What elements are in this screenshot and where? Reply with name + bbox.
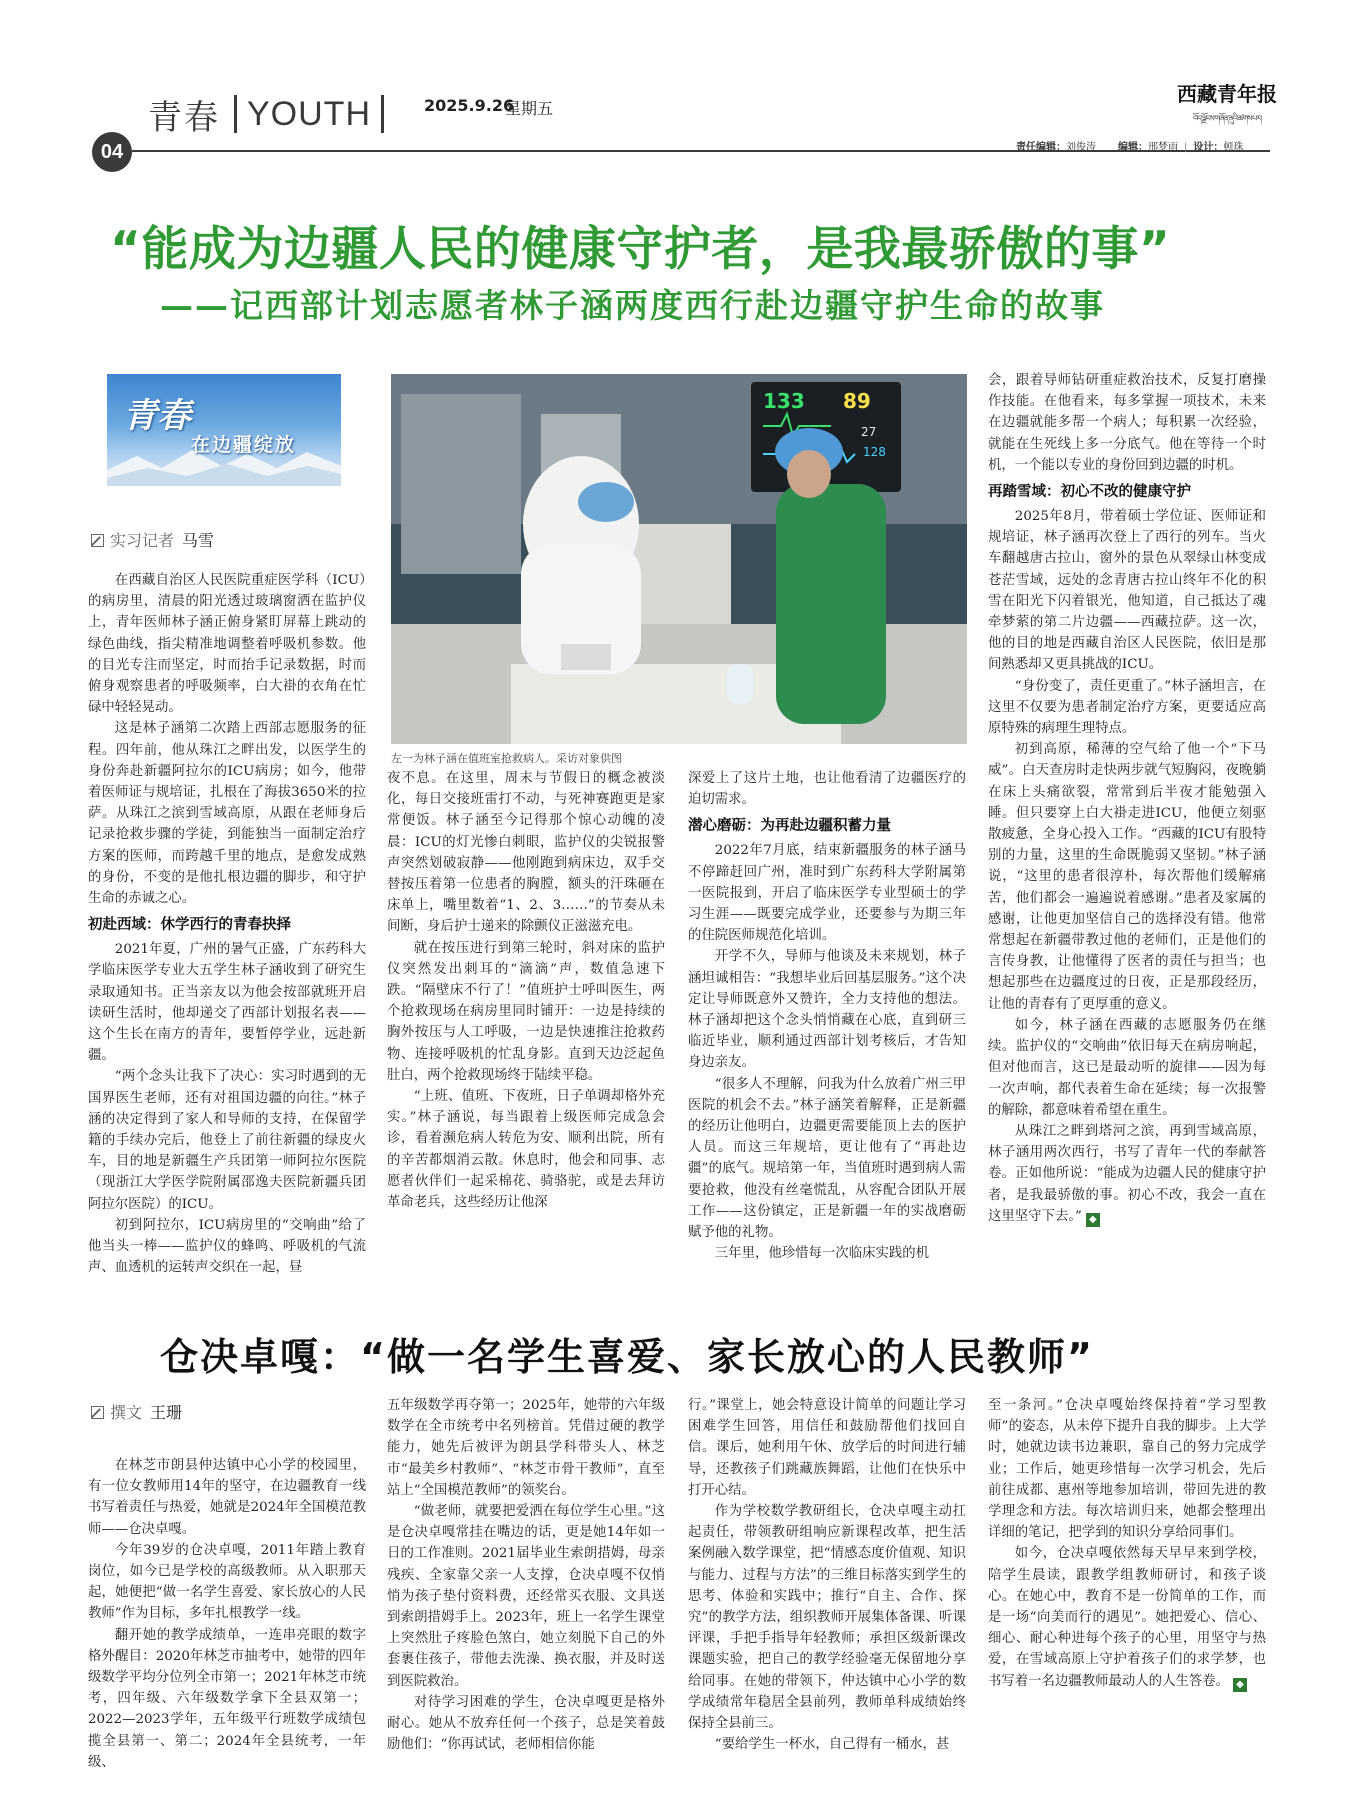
- monitor-reading-4: 128: [863, 445, 886, 459]
- paragraph: 2025年8月，带着硕士学位证、医师证和规培证，林子涵再次登上了西行的列车。当火车翻越唐古拉山，窗外的景色从翠绿山林变成苍茫雪域，远处的念青唐古拉山终年不化的积雪在阳光下闪着银光，他知道，自己抵达了魂牵梦萦的第二片边疆——西藏拉萨。这一次，他的目的地是西藏自治区人民医院，依旧是那间熟悉却又更具挑战的ICU。: [988, 509, 1266, 673]
- subheading: 初赴西域：休学西行的青春抉择: [88, 917, 291, 934]
- paragraph: “要给学生一杯水，自己得有一桶水，甚: [714, 1737, 950, 1753]
- byline-label: 撰文: [110, 1403, 143, 1422]
- column-logo-line2: 在边疆绽放: [191, 434, 297, 456]
- section-divider-end: [381, 95, 384, 133]
- paragraph: 翻开她的教学成绩单，一连串亮眼的数字格外醒目：2020年林芝市抽考中，她带的四年级数学平均分位列全市第一；2021年林芝市统考，四年级、六年级数学拿下全县双第一；2022—2023学年，五年级平行班数学成绩包揽全县第一、第二；2024年全县统考，一年级、: [88, 1627, 366, 1770]
- paragraph: 对待学习困难的学生，仓决卓嘎更是格外耐心。她从不放弃任何一个孩子，总是笑着鼓励他们：“你再试试，老师相信你能: [387, 1694, 665, 1753]
- paragraph: 深爱上了这片土地，也让他看清了边疆医疗的迫切需求。: [688, 771, 966, 808]
- paragraph: “做老师，就要把爱洒在每位学生心里。”这是仓决卓嘎常挂在嘴边的话，更是她14年如一日的工作准则。2021届毕业生索朗措姆，母亲残疾、全家靠父亲一人支撑，仓决卓嘎不仅悄悄为孩子垫付资料费，还经常买衣服、文具送到索朗措姆手上。2023年，班上一名学生课堂上突然肚子疼脸色煞白，她立刻脱下自己的外套裹住孩子，带他去洗澡、换衣服，并及时送到医院救治。: [387, 1504, 665, 1689]
- column-logo: [107, 374, 341, 486]
- article1-subtitle: ——记西部计划志愿者林子涵两度西行赴边疆守护生命的故事: [160, 286, 1105, 325]
- subheading: 潜心磨砺：为再赴边疆积蓄力量: [688, 818, 891, 835]
- section-divider: [234, 95, 237, 133]
- paragraph: 2021年夏，广州的暑气正盛，广东药科大学临床医学专业大五学生林子涵收到了研究生录取通知书。正当亲友以为他会按部就班开启读研生活时，他却递交了西部计划报名表——这个生长在南方的青年，要暂停学业，远赴新疆。: [88, 942, 366, 1064]
- credit-editor: 刘俊涛: [1066, 142, 1096, 153]
- monitor-reading-2: 89: [843, 389, 871, 413]
- paragraph: 从珠江之畔到塔河之滨，再到雪域高原，林子涵用两次西行，书写了青年一代的奉献答卷。正如他所说：“能成为边疆人民的健康守护者，是我最骄傲的事。初心不改，我会一直在这里坚守下去。” ◆: [988, 1123, 1266, 1225]
- article2-byline: [91, 1400, 182, 1423]
- article1-column-2: [387, 768, 665, 1213]
- section-header: [148, 92, 384, 136]
- credit-editor-label: 责任编辑：: [1016, 142, 1066, 153]
- issue-date: 2025.9.26: [424, 96, 515, 115]
- article2-column-4: [988, 1395, 1266, 1692]
- article2-column-3: [688, 1395, 966, 1755]
- article1-title: “能成为边疆人民的健康守护者，是我最骄傲的事”: [110, 222, 1171, 277]
- paragraph: 会，跟着导师钻研重症救治技术，反复打磨操作技能。在他看来，每多掌握一项技术，未来在边疆就能多帮一个病人；每积累一次经验，就能在生死线上多一分底气。他在等待一个时机，一个能以专业的身份回到边疆的时机。: [988, 373, 1266, 473]
- article1-column-1: [88, 570, 366, 1279]
- byline-label: 实习记者: [110, 531, 175, 550]
- page-number: 04: [92, 132, 132, 172]
- paragraph: 三年里，他珍惜每一次临床实践的机: [714, 1246, 930, 1262]
- paragraph: 在林芝市朗县仲达镇中心小学的校园里，有一位女教师用14年的坚守，在边疆教育一线书写着责任与热爱，她就是2024年全国模范教师——仓决卓嘎。: [88, 1458, 366, 1537]
- editor-credits: 责任编辑：刘俊涛 编辑：邢梦雨 | 设计：顿珠: [1016, 142, 1244, 153]
- article2-column-1: [88, 1455, 366, 1773]
- paragraph: “很多人不理解，问我为什么放着广州三甲医院的机会不去。”林子涵笑着解释，正是新疆的经历让他明白，边疆更需要能顶上去的医护人员。而这三年规培，更让他有了“再赴边疆”的底气。规培第一年，当值班时遇到病人需要抢救，他没有丝毫慌乱，从容配合团队开展工作——这份镇定，正是新疆一年的实战磨砺赋予他的礼物。: [688, 1076, 966, 1241]
- paragraph: 在西藏自治区人民医院重症医学科（ICU）的病房里，清晨的阳光透过玻璃窗洒在监护仪上，青年医师林子涵正俯身紧盯屏幕上跳动的绿色曲线，指尖精准地调整着呼吸机参数。他的目光专注而坚定，时而抬手记录数据，时而俯身观察患者的呼吸频率，白大褂的衣角在忙碌中轻轻晃动。: [88, 573, 366, 716]
- article1-column-3: [688, 768, 966, 1264]
- paragraph: 初到高原，稀薄的空气给了他一个“下马威”。白天查房时走快两步就气短胸闷，夜晚躺在床上头痛欲裂，常常到后半夜才能勉强入睡。但只要穿上白大褂走进ICU，他便立刻驱散疲惫，全身心投入工作。“西藏的ICU有股特别的力量，这里的生命既脆弱又坚韧。”林子涵说，“这里的患者很淳朴，每次帮他们缓解痛苦，他们都会一遍遍说着感谢。”患者及家属的感谢，让他更加坚信自己的选择没有错。他常常想起在新疆带教过他的老师们，正是他们的言传身教，让他懂得了医者的责任与担当；也想起那些在边疆度过的日夜，正是那段经历，让他的青春有了更厚重的意义。: [988, 742, 1266, 1012]
- pen-icon: [91, 1406, 104, 1419]
- paragraph: “上班、值班、下夜班，日子单调却格外充实。”林子涵说，每当跟着上级医师完成急会诊，看着濒危病人转危为安、顺利出院，所有的辛苦都烟消云散。休息时，他会和同事、志愿者伙伴们一起采棉花、骑骆驼，或是去拜访革命老兵，这些经历让他深: [387, 1089, 665, 1211]
- paragraph: 开学不久，导师与他谈及未来规划，林子涵坦诚相告：“我想毕业后回基层服务。”这个决定让导师既意外又赞许，全力支持他的想法。林子涵却把这个念头悄悄藏在心底，直到研三临近毕业，顺利通过西部计划考核后，才告知身边亲友。: [688, 949, 966, 1071]
- credit-edit: 邢梦雨: [1148, 142, 1178, 153]
- issue-weekday: 星期五: [505, 99, 554, 118]
- pen-icon: [91, 534, 104, 547]
- paragraph: 如今，仓决卓嘎依然每天早早来到学校，陪学生晨读，跟教学组教师研讨，和孩子谈心。在她心中，教育不是一份简单的工作，而是一场“向美而行的遇见”。她把爱心、信心、细心、耐心种进每个孩子的心里，用坚守与热爱，在雪域高原上守护着孩子们的求学梦，也书写着一名边疆教师最动人的人生答卷。 ◆: [988, 1546, 1266, 1690]
- monitor-reading-3: 27: [861, 425, 877, 439]
- credit-edit-label: 编辑：: [1118, 142, 1148, 153]
- paragraph: 作为学校数学教研组长，仓决卓嘎主动扛起责任，带领教研组响应新课程改革，把生活案例融入数学课堂，把“情感态度价值观、知识与能力、过程与方法”的三维目标落实到学生的思考、体验和实践中；推行“自主、合作、探究”的教学方法，组织教师开展集体备课、听课评课，手把手指导年轻教师；承担区级新课改课题实验，把自己的教学经验毫无保留地分享给同事。在她的带领下，仲达镇中心小学的数学成绩常年稳居全县前列，教师单科成绩始终保持全县前三。: [688, 1504, 966, 1732]
- paragraph: 就在按压进行到第三轮时，斜对床的监护仪突然发出刺耳的“滴滴”声，数值急速下跌。“隔壁床不行了！”值班护士呼叫医生，两个抢救现场在病房里同时铺开：一边是持续的胸外按压与人工呼吸，一边是快速推注抢救药物、连接呼吸机的忙乱身影。直到天边泛起鱼肚白，两个抢救现场终于陆续平稳。: [387, 940, 665, 1083]
- paragraph: 如今，林子涵在西藏的志愿服务仍在继续。监护仪的“交响曲”依旧每天在病房响起，但对他而言，这已是最动听的旋律——因为每一次声响，都代表着生命在延续；每一次报警的解除，都意味着希望在重生。: [988, 1017, 1266, 1118]
- end-mark-icon: ◆: [1233, 1678, 1247, 1692]
- byline-name: 王珊: [150, 1403, 183, 1422]
- masthead-title: 西藏青年报: [1177, 82, 1277, 106]
- article2-column-2: [387, 1395, 665, 1755]
- paragraph: 初到阿拉尔，ICU病房里的“交响曲”给了他当头一棒——监护仪的蜂鸣、呼吸机的气流声、血透机的运转声交织在一起，昼: [88, 1217, 366, 1276]
- credit-design: 顿珠: [1223, 142, 1244, 153]
- article2-title: 仓决卓嘎：“做一名学生喜爱、家长放心的人民教师”: [160, 1335, 1094, 1379]
- paragraph: 今年39岁的仓决卓嘎，2011年踏上教育岗位，如今已是学校的高级教师。从入职那天起，她便把“做一名学生喜爱、家长放心的人民教师”作为目标，多年扎根教学一线。: [88, 1542, 366, 1622]
- icu-scene-illustration: [391, 374, 967, 744]
- subheading: 再踏雪域：初心不改的健康守护: [988, 484, 1191, 501]
- monitor-reading-1: 133: [763, 389, 805, 413]
- paragraph: “两个念头让我下了决心：实习时遇到的无国界医生老师，还有对祖国边疆的向往。”林子涵的决定得到了家人和导师的支持，在保留学籍的手续办完后，他登上了前往新疆的绿皮火车，目的地是新疆生产兵团第一师阿拉尔医院（现浙江大学医学院附属邵逸夫医院新疆兵团阿拉尔医院）的ICU。: [88, 1069, 366, 1212]
- paragraph: 五年级数学再夺第一；2025年，她带的六年级数学在全市统考中名列榜首。凭借过硬的教学能力，她先后被评为朗县学科带头人、林芝市“最美乡村教师”、“林芝市骨干教师”，直至站上“全国模范教师”的领奖台。: [387, 1398, 665, 1498]
- section-name-cn: 青春: [148, 97, 220, 138]
- section-name-en: YOUTH: [247, 94, 371, 133]
- paragraph: 行。”课堂上，她会特意设计简单的问题让学习困难学生回答，用信任和鼓励帮他们找回自信。课后，她利用午休、放学后的时间进行辅导，还教孩子们跳藏族舞蹈，让他们在快乐中打开心结。: [688, 1398, 966, 1498]
- news-photo: [391, 374, 967, 744]
- masthead: [1172, 78, 1282, 132]
- paragraph: 这是林子涵第二次踏上西部志愿服务的征程。四年前，他从珠江之畔出发，以医学生的身份奔赴新疆阿拉尔的ICU病房；如今，他带着医师证与规培证，扎根在了海拔3650米的拉萨。从珠江之滨到雪域高原，从跟在老师身后记录抢救步骤的学徒，到能独当一面制定治疗方案的医师，而跨越千里的地点，是愈发成熟的身份，不变的是他扎根边疆的脚步，和守护生命的赤诚之心。: [88, 721, 366, 907]
- paragraph: 2022年7月底，结束新疆服务的林子涵马不停蹄赶回广州，准时到广东药科大学附属第一医院报到，开启了临床医学专业型硕士的学习生涯——既要完成学业，还要参与为期三年的住院医师规范化培训。: [688, 843, 966, 944]
- article1-column-4: [988, 370, 1266, 1227]
- masthead-tibetan: བོད་ལྗོངས་གཞོན་ནུའི་ཚགས་པར།: [1193, 114, 1261, 123]
- paragraph: 至一条河。”仓决卓嘎始终保持着“学习型教师”的姿态，从未停下提升自我的脚步。上大学时，她就边读书边兼职，靠自己的努力完成学业；工作后，她更珍惜每一次学习机会，先后前往成都、惠州等地参加培训，带回先进的教学理念和方法。每次培训归来，她都会整理出详细的笔记，把学到的知识分享给同事们。: [988, 1398, 1266, 1541]
- end-mark-icon: ◆: [1086, 1213, 1100, 1227]
- column-logo-line1: 青春: [123, 396, 191, 436]
- article1-byline: [91, 528, 214, 551]
- photo-caption: 左一为林子涵在值班室抢救病人。采访对象供图: [391, 752, 622, 765]
- byline-name: 马雪: [182, 531, 215, 550]
- credit-design-label: 设计：: [1193, 142, 1224, 153]
- paragraph: 夜不息。在这里，周末与节假日的概念被淡化，每日交接班雷打不动，与死神赛跑更是家常便饭。林子涵至今记得那个惊心动魄的凌晨：ICU的灯光惨白刺眼，监护仪的尖锐报警声突然划破寂静——他刚跑到病床边，双手交替按压着第一位患者的胸膛，额头的汗珠砸在床单上，嘴里数着“1、2、3……”的节奏从未间断，身后护士递来的除颤仪正滋滋充电。: [387, 771, 665, 935]
- paragraph: “身份变了，责任更重了。”林子涵坦言，在这里不仅要为患者制定治疗方案，更要适应高原特殊的病理生理特点。: [988, 678, 1266, 737]
